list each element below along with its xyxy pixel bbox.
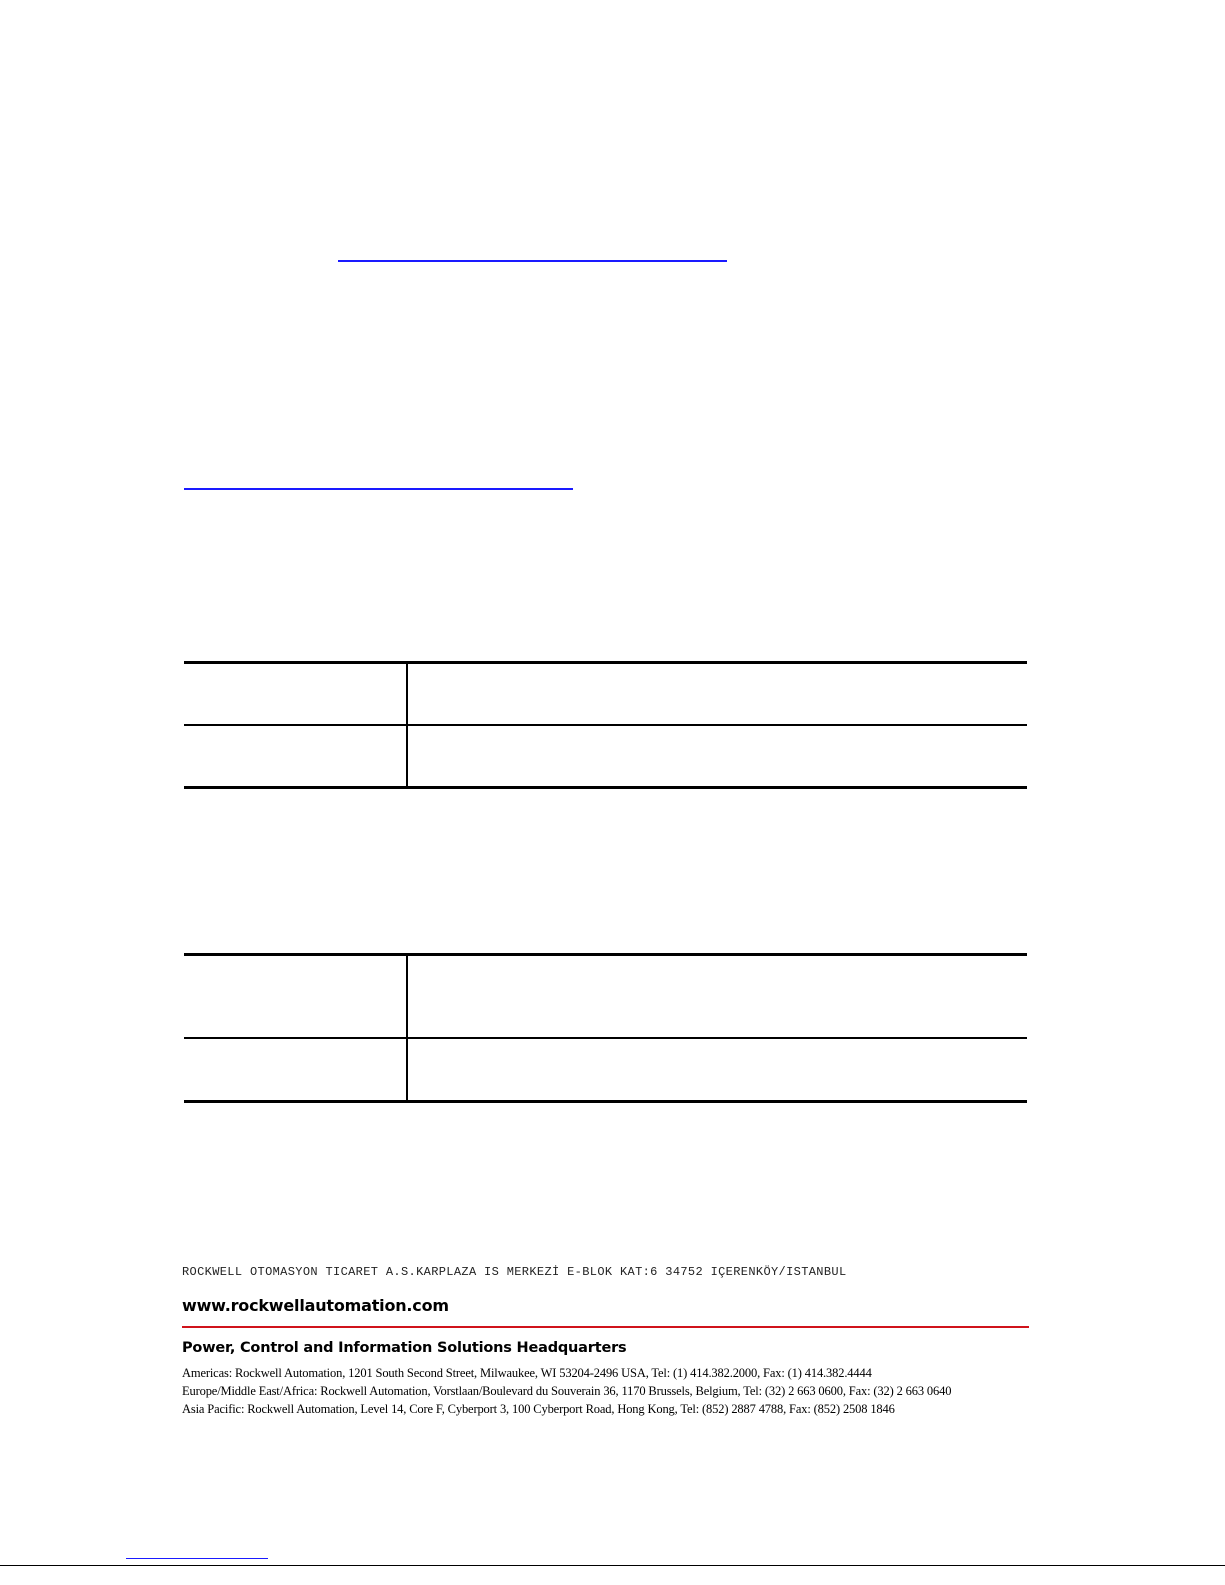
- website-link[interactable]: www.rockwellautomation.com: [182, 1296, 449, 1315]
- page-bottom-rule: [0, 1565, 1225, 1566]
- table-bottom-rule: [184, 786, 1027, 789]
- local-office-address: ROCKWELL OTOMASYON TICARET A.S.KARPLAZA IS MERKEZİ E-BLOK KAT:6 34752 IÇERENKÖY/ISTANBUL: [182, 1265, 847, 1279]
- bottom-hyperlink[interactable]: [126, 1558, 268, 1559]
- table-top-rule: [184, 661, 1027, 664]
- headquarters-heading: Power, Control and Information Solutions Headquarters: [182, 1340, 627, 1356]
- headquarters-addresses: [182, 1364, 951, 1418]
- table-row-divider: [184, 724, 1027, 726]
- footer-red-divider: [182, 1326, 1029, 1328]
- table-column-divider: [406, 663, 408, 788]
- info-table-2: [184, 953, 1027, 1104]
- info-table-1: [184, 661, 1027, 790]
- table-bottom-rule: [184, 1100, 1027, 1103]
- hq-address-americas: Americas: Rockwell Automation, 1201 South Second Street, Milwaukee, WI 53204-2496 USA, Tel: (1) 414.382.2000, Fax: (1) 414.382.4444: [182, 1366, 872, 1380]
- table-row-divider: [184, 1037, 1027, 1039]
- table-top-rule: [184, 953, 1027, 956]
- table-column-divider: [406, 955, 408, 1102]
- hq-address-emea: Europe/Middle East/Africa: Rockwell Automation, Vorstlaan/Boulevard du Souverain 36, 1170 Brussels, Belgium, Tel: (32) 2 663 0600, Fax: (32) 2 663 0640: [182, 1384, 952, 1398]
- hyperlink-1[interactable]: [338, 260, 727, 262]
- hq-address-asia-pacific: Asia Pacific: Rockwell Automation, Level 14, Core F, Cyberport 3, 100 Cyberport Road, Hong Kong, Tel: (852) 2887 4788, Fax: (852) 2508 1846: [182, 1402, 895, 1416]
- hyperlink-2[interactable]: [184, 488, 573, 490]
